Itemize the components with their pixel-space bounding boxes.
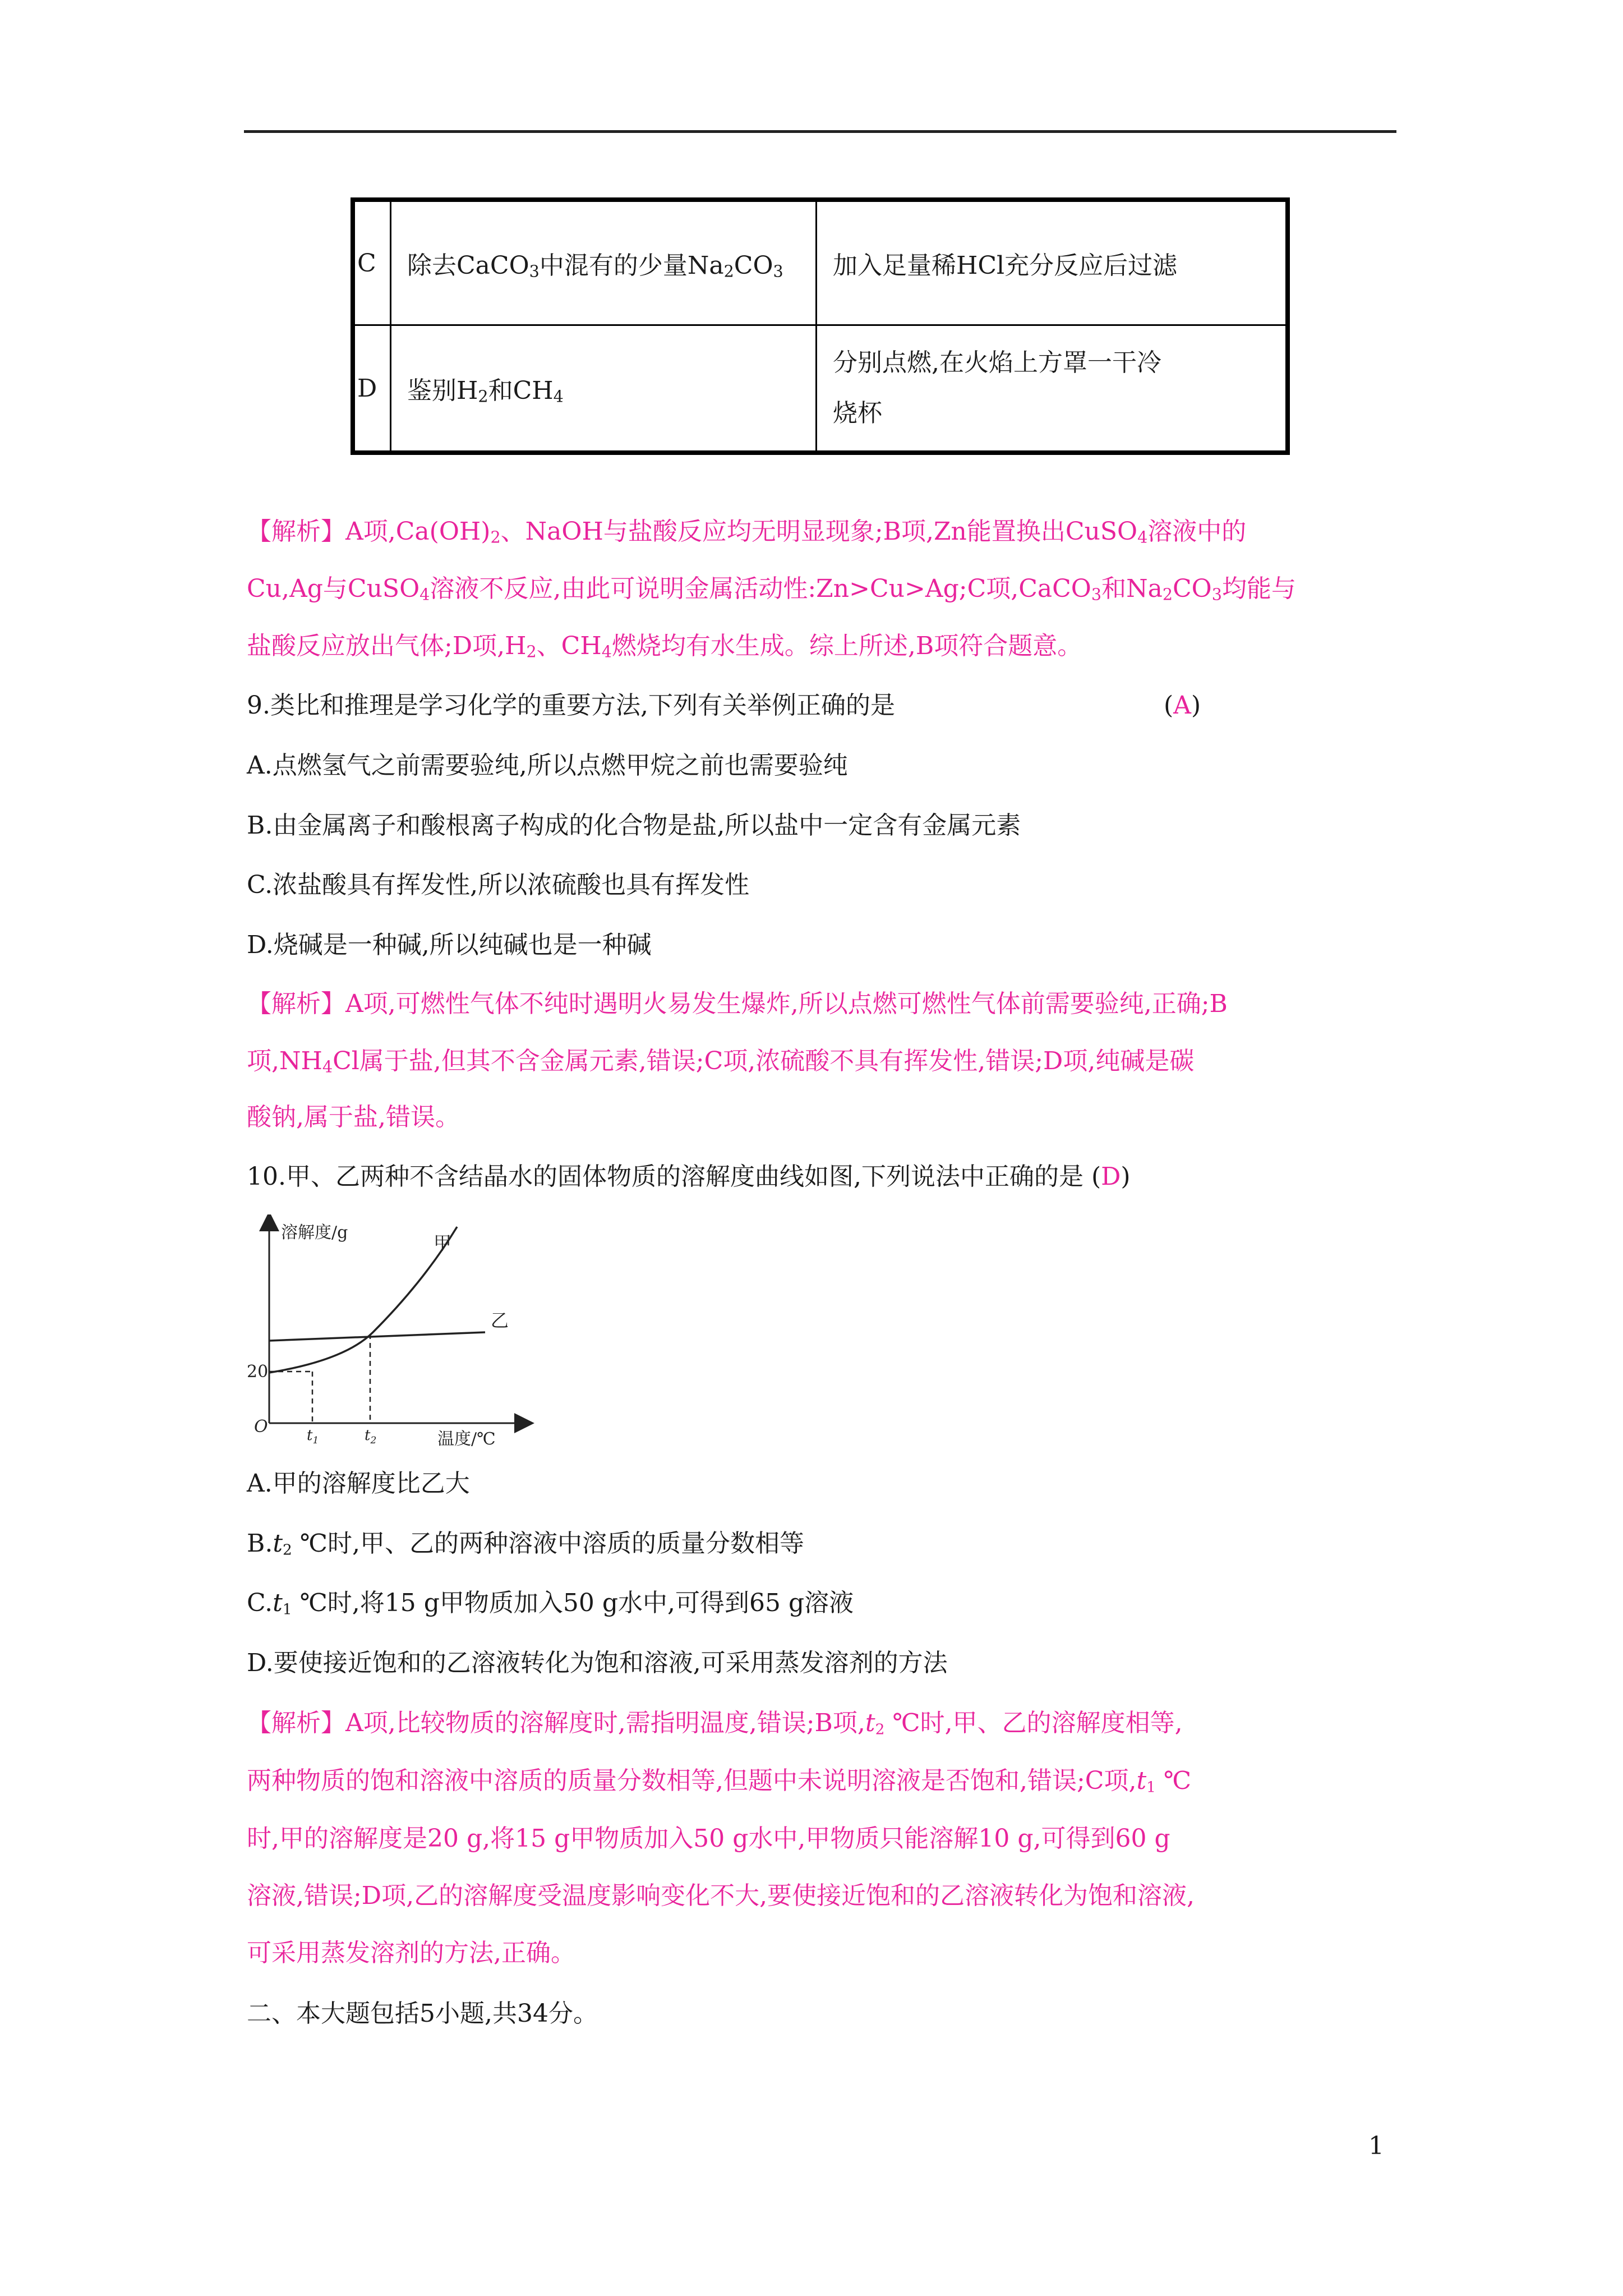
analysis-10-line4: 溶液,错误;D项,乙的溶解度受温度影响变化不大,要使接近饱和的乙溶液转化为饱和溶液, xyxy=(247,1881,1195,1910)
x-axis-label: 温度/℃ xyxy=(437,1429,496,1449)
series-yi-label: 乙 xyxy=(491,1310,509,1331)
table-row xyxy=(353,325,1288,453)
series-jia-label: 甲 xyxy=(434,1232,452,1254)
series-yi-line xyxy=(269,1332,485,1341)
question-9-answer: (A) xyxy=(1164,691,1201,720)
question-9-option-d: D.烧碱是一种碱,所以纯碱也是一种碱 xyxy=(247,931,652,959)
solubility-curve-chart xyxy=(244,1214,536,1461)
option-method: 分别点燃,在火焰上方罩一干冷 烧杯 xyxy=(817,325,1288,453)
svg-text:t2: $t_2$ xyxy=(365,1427,377,1446)
svg-text:t1: $t_1$ xyxy=(307,1427,319,1446)
analysis-10-line5: 可采用蒸发溶剂的方法,正确。 xyxy=(247,1939,575,1967)
analysis-10-line3: 时,甲的溶解度是20 g,将15 g甲物质加入50 g水中,甲物质只能溶解10 g,可得到60 g xyxy=(247,1824,1170,1853)
table-row xyxy=(353,200,1288,325)
analysis-8-line3: 盐酸反应放出气体;D项$,H_2$、$CH_4$燃烧均有水生成。综上所述,B项符合题意。 xyxy=(247,632,1082,661)
question-9-option-a: A.点燃氢气之前需要验纯,所以点燃甲烷之前也需要验纯 xyxy=(247,751,848,780)
question-10-option-a: A.甲的溶解度比乙大 xyxy=(247,1469,470,1498)
header-rule xyxy=(244,130,1396,133)
question-10-stem: 10.甲、乙两种不含结晶水的固体物质的溶解度曲线如图,下列说法中正确的是 (D) xyxy=(247,1162,1131,1191)
option-task: 除去CaCO$_3$中混有的少量$Na_2CO_3$ xyxy=(391,200,817,325)
question-9-option-c: C.浓盐酸具有挥发性,所以浓硫酸也具有挥发性 xyxy=(247,871,750,899)
series-jia-curve xyxy=(269,1227,457,1373)
option-key: D xyxy=(353,325,391,453)
analysis-8-line2: Cu,Ag与CuSO$_4$溶液不反应,由此可说明金属活动性:Zn>Cu>Ag;C项,CaCO$_3$和$Na_2CO_3$均能与 xyxy=(247,574,1296,604)
x-tick-label xyxy=(307,1427,319,1446)
analysis-9-line2: 项$,NH_4Cl$属于盐,但其不含金属元素,错误;C项,浓硫酸不具有挥发性,错误;D项,纯碱是碳 xyxy=(247,1047,1195,1076)
question-9-stem: 9.类比和推理是学习化学的重要方法,下列有关举例正确的是 xyxy=(247,691,895,720)
section-2-heading: 二、本大题包括5小题,共34分。 xyxy=(247,1999,598,2028)
options-table xyxy=(351,197,1290,455)
option-method: 加入足量稀HCl充分反应后过滤 xyxy=(817,200,1288,325)
question-10-option-d: D.要使接近饱和的乙溶液转化为饱和溶液,可采用蒸发溶剂的方法 xyxy=(247,1649,948,1677)
analysis-9-line3: 酸钠,属于盐,错误。 xyxy=(247,1103,460,1131)
y-axis-label: 溶解度/g xyxy=(281,1223,348,1243)
analysis-10-line2: 两种物质的饱和溶液中溶质的质量分数相等,但题中未说明溶液是否饱和,错误;C项$,t_1$ ℃ xyxy=(247,1766,1192,1796)
question-9-option-b: B.由金属离子和酸根离子构成的化合物是盐,所以盐中一定含有金属元素 xyxy=(247,811,1021,840)
y-tick-label: 20 xyxy=(247,1362,269,1382)
question-10-option-c: $C.t_1$ ℃时,将15 g甲物质加入50 g水中,可得到65 g溶液 xyxy=(247,1589,854,1618)
analysis-8-line1: 【解析】A项$,Ca(OH)_2$、NaOH与盐酸反应均无明显现象;B项,Zn能置换出CuSO$_4$溶液中的 xyxy=(247,517,1247,547)
origin-label: O xyxy=(254,1417,268,1437)
option-task: 鉴别$H_2$和$CH_4$ xyxy=(391,325,817,453)
option-key: C xyxy=(353,200,391,325)
question-10-option-b: $B.t_2$ ℃时,甲、乙的两种溶液中溶质的质量分数相等 xyxy=(247,1529,805,1559)
analysis-10-line1: 【解析】A项,比较物质的溶解度时,需指明温度,错误;B项$,t_2$ ℃时,甲、乙的溶解度相等, xyxy=(247,1709,1183,1738)
analysis-9-line1: 【解析】A项,可燃性气体不纯时遇明火易发生爆炸,所以点燃可燃性气体前需要验纯,正确;B xyxy=(247,990,1228,1018)
x-tick-label xyxy=(365,1427,376,1446)
page-number: 1 xyxy=(1368,2132,1384,2160)
